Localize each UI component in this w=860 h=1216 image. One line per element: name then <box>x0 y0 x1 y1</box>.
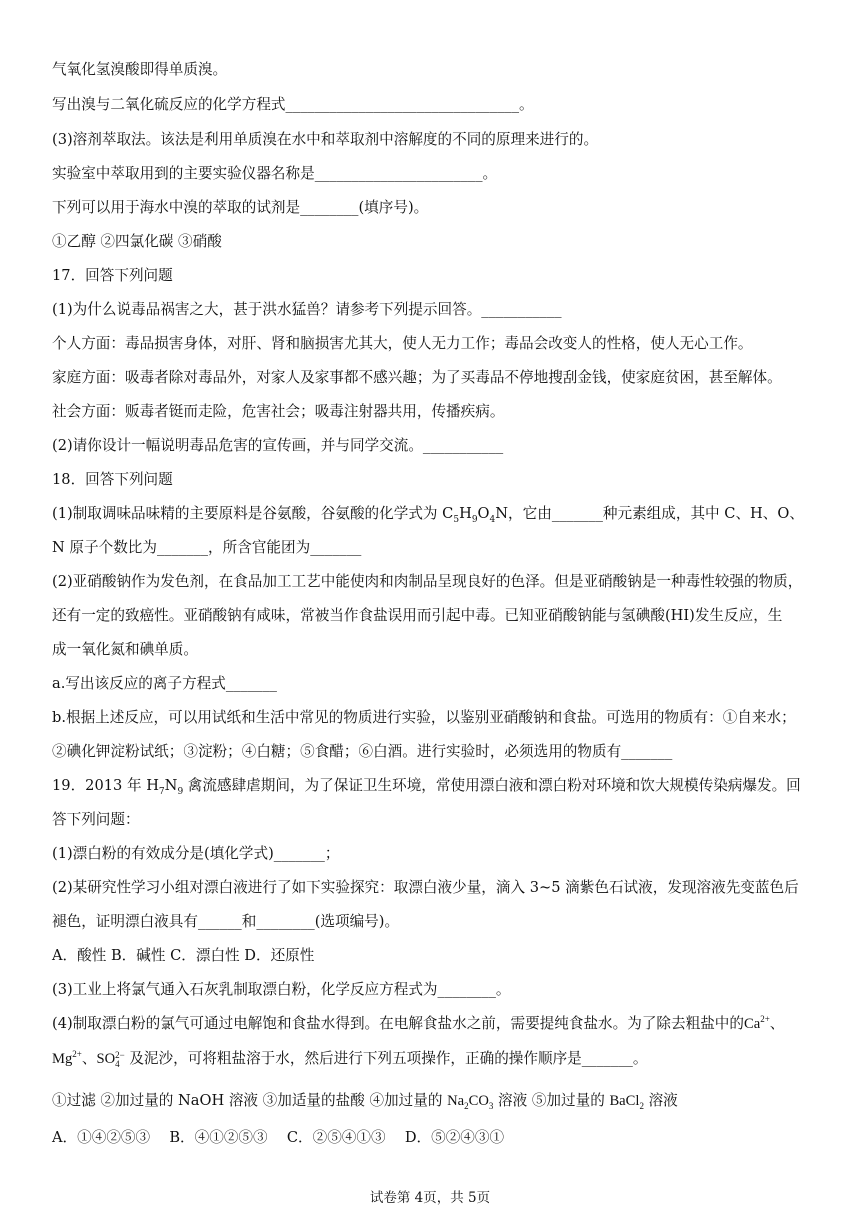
q19-part4: (4)制取漂白粉的氯气可通过电解饱和食盐水得到。在电解食盐水之前，需要提纯食盐水。为了除去粗盐中的$Ca^{2+}$、 <box>52 1014 785 1032</box>
q18-part2-b-item: b.根据上述反应，可以用试纸和生活中常见的物质进行实验，以鉴别亚硝酸钠和食盐。可选用的物质有：①自来水； <box>52 709 796 726</box>
q18-part2-b-item-cont: ②碘化钾淀粉试纸；③淀粉；④白糖；⑤食醋；⑥白酒。进行实验时，必须选用的物质有_______ <box>52 743 673 760</box>
q19-title-cont: 答下列问题： <box>52 811 140 828</box>
q19-part2-options: A．酸性 B．碱性 C．漂白性 D．还原性 <box>52 947 315 964</box>
q19-part2-cont: 褪色，证明漂白液具有______和________(选项编号)。 <box>52 913 400 930</box>
q18-part1-pre: (1)制取调味品味精的主要原料是谷氨酸，谷氨酸的化学式为 <box>52 505 443 522</box>
glutamic-acid-formula: $C_5H_9O_4N$ <box>442 505 509 525</box>
q18-part2-a: (2)亚硝酸钠作为发色剂，在食品加工工艺中能使肉和肉制品呈现良好的色泽。但是亚硝酸钠是一种毒性较强的物质， <box>52 573 803 590</box>
sodium-carbonate: $Na_2CO_3$ <box>447 1093 494 1111</box>
question-18-title: 18．回答下列问题 <box>52 471 173 488</box>
q18-part1-cont: N 原子个数比为_______，所含官能团为_______ <box>52 539 362 556</box>
q17-part2: (2)请你设计一幅说明毒品危害的宣传画，并与同学交流。___________ <box>52 437 504 454</box>
q19-part1: (1)漂白粉的有效成分是(填化学式)_______； <box>52 845 340 862</box>
q19-operations: ①过滤 ②加过量的 NaOH 溶液 ③加适量的盐酸 ④加过量的 $Na_2CO_3$ 溶液 ⑤加过量的 BaCl$_2$ 溶液 <box>52 1092 678 1111</box>
q18-part2-c: 成一氧化氮和碘单质。 <box>52 641 198 658</box>
line-1: 气氧化氢溴酸即得单质溴。 <box>52 61 228 78</box>
q17-individual: 个人方面：毒品损害身体，对肝、肾和脑损害尤其大，使人无力工作；毒品会改变人的性格，使人无心工作。 <box>52 335 753 352</box>
line-6: ①乙醇 ②四氯化碳 ③硝酸 <box>52 233 222 250</box>
q18-part2-a-item: a.写出该反应的离子方程式_______ <box>52 675 277 692</box>
question-17-title: 17．回答下列问题 <box>52 267 173 284</box>
q17-society: 社会方面：贩毒者铤而走险，危害社会；吸毒注射器共用，传播疾病。 <box>52 403 505 420</box>
page-footer: 试卷第 4页，共 5页 <box>369 1190 491 1206</box>
q19-part4-cont: $Mg^{2+}$、SO 2− 4 及泥沙，可将粗盐溶于水，然后进行下列五项操作，正确的操作顺序是_______。 <box>52 1049 648 1069</box>
q18-part2-b: 还有一定的致癌性。亚硝酸钠有咸味，常被当作食盐误用而引起中毒。已知亚硝酸钠能与氢碘酸(HI)发生反应，生 <box>52 607 783 624</box>
line-3: (3)溶剂萃取法。该法是利用单质溴在水中和萃取剂中溶解度的不同的原理来进行的。 <box>52 131 599 148</box>
q19-part3: (3)工业上将氯气通入石灰乳制取漂白粉，化学反应方程式为________。 <box>52 981 511 998</box>
q18-part1-post: ，它由_______种元素组成，其中 C、H、O、 <box>508 505 804 522</box>
magnesium-ion: $Mg^{2+}$ <box>52 1049 82 1067</box>
q19-answer-choices: A．①④②⑤③ B．④①②⑤③ C．②⑤④①③ D．⑤②④③① <box>52 1129 505 1146</box>
q19-part2: (2)某研究性学习小组对漂白液进行了如下实验探究：取漂白液少量，滴入 3~5 滴紫色石试液，发现溶液先变蓝色后 <box>52 879 799 896</box>
barium-chloride: BaCl$_2$ <box>609 1093 644 1111</box>
calcium-ion: $Ca^{2+}$ <box>744 1014 770 1032</box>
question-19-title: 19．2013 年 $H_7N_9$ 禽流感肆虐期间，为了保证卫生环境，常使用漂白液和漂白粉对环境和饮大规模传染病爆发。回 <box>52 777 801 797</box>
line-4: 实验室中萃取用到的主要实验仪器名称是_______________________。 <box>52 165 498 182</box>
line-5: 下列可以用于海水中溴的萃取的试剂是________(填序号)。 <box>52 199 429 216</box>
h7n9-formula: $H_7N_9$ <box>146 777 184 797</box>
q17-family: 家庭方面：吸毒者除对毒品外，对家人及家事都不感兴趣；为了买毒品不停地搜刮金钱，使家庭贫困，甚至解体。 <box>52 369 782 386</box>
q17-part1: (1)为什么说毒品祸害之大，甚于洪水猛兽？请参考下列提示回答。___________ <box>52 301 562 318</box>
q18-part1 <box>52 504 820 524</box>
line-2: 写出溴与二氧化硫反应的化学方程式________________________________。 <box>52 96 534 113</box>
sulfate-ion: SO 2− 4 <box>96 1049 125 1069</box>
